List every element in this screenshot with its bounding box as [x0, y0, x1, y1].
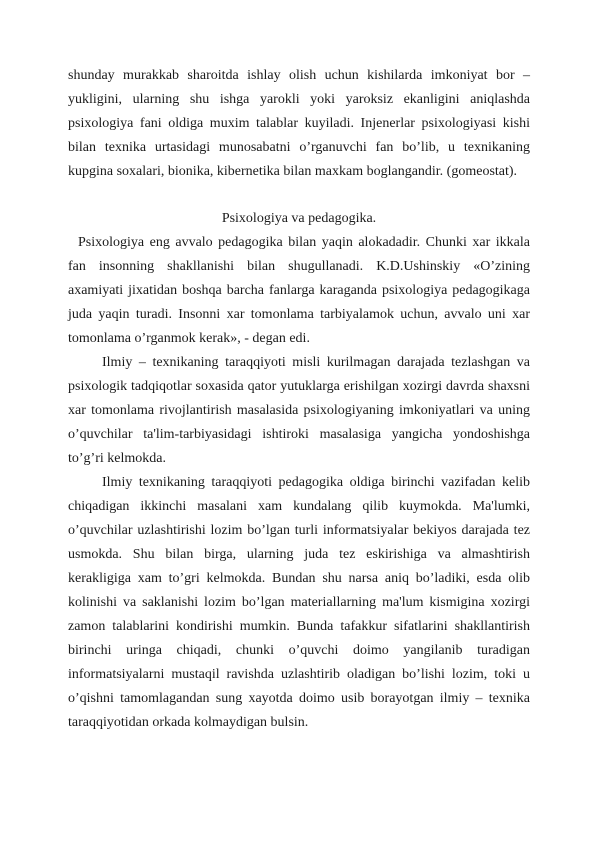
document-page — [68, 64, 530, 735]
section-heading: Psixologiya va pedagogika. — [221, 211, 377, 226]
paragraph-intro: shunday murakkab sharoitda ishlay olish uchun kishilarda imkoniyat bor – yukligini, ularning shu ishga yarokli yoki yaroksiz ekanligini aniqlashda psixologiya fani oldiga muxim talablar kuyiladi. Injenerlar psixologiyasi kishi bilan texnika urtasidagi munosabatni o’rganuvchi fan bo’lib, u texnikaning kupgina soxalari, bionika, kibernetika bilan maxkam boglangandir. (gomeostat). — [68, 68, 530, 179]
paragraph-1: Psixologiya eng avvalo pedagogika bilan yaqin alokadadir. Chunki xar ikkala fan insonning shakllanishi bilan shugullanadi. K.D.Ushinskiy «O’zining axamiyati jixatidan boshqa barcha fanlarga karaganda psixologiya pedagogikaga juda yaqin turadi. Insonni xar tomonlama tarbiyalamok uchun, avvalo uni xar tomonlama o’rganmok kerak», - degan edi. — [68, 235, 530, 346]
paragraph-2: Ilmiy – texnikaning taraqqiyoti misli kurilmagan darajada tezlashgan va psixologik tadqiqotlar soxasida qator yutuklarga erishilgan xozirgi davrda shaxsni xar tomonlama rivojlantirish masalasida psixologiyaning imkoniyatlari va uning o’quvchilar ta'lim-tarbiyasidagi ishtiroki masalasiga yangicha yondoshishga to’g’ri kelmokda. — [68, 355, 530, 466]
paragraph-3: Ilmiy texnikaning taraqqiyoti pedagogika oldiga birinchi vazifadan kelib chiqadigan ikkinchi masalani xam kundalang qilib kuymokda. Ma'lumki, o’quvchilar uzlashtirishi lozim bo’lgan turli informatsiyalar bekiyos darajada tez usmokda. Shu bilan birga, ularning juda tez eskirishiga va almashtirish kerakligiga xam to’gri kelmokda. Bundan shu narsa aniq bo’ladiki, esda olib kolinishi va saklanishi lozim bo’lgan materiallarning ma'lum kismigina xozirgi zamon talablarini kondirishi mumkin. Bunda tafakkur sifatlarini shakllantirish birinchi uringa chiqadi, chunki o’quvchi doimo yangilanib turadigan informatsiyalarni mustaqil ravishda uzlashtirib oladigan bo’lishi lozim, toki u o’qishni tamomlagandan sung xayotda doimo usib borayotgan ilmiy – texnika taraqqiyotidan orkada kolmaydigan bulsin. — [68, 475, 530, 730]
